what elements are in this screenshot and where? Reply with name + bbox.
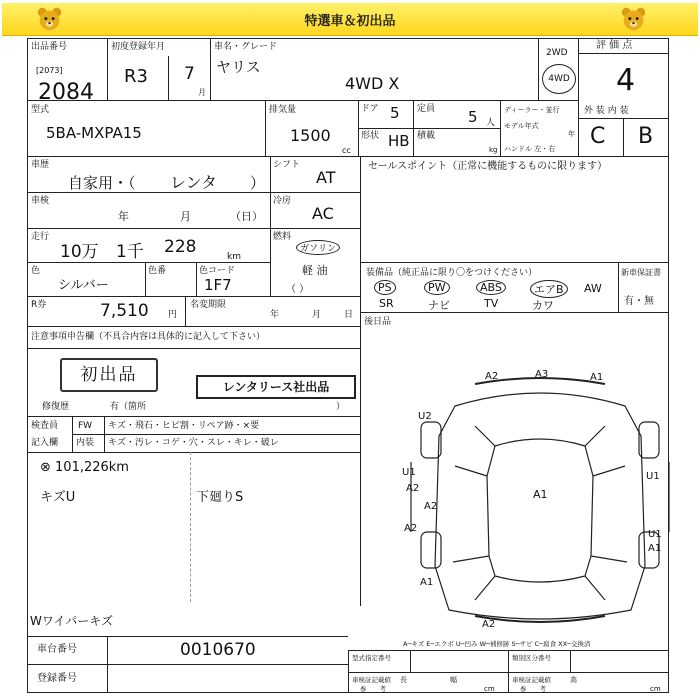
- repair-value: 有（箇所: [110, 402, 147, 412]
- inspection-label: 車検: [31, 196, 50, 206]
- color-name-label: 色番: [148, 266, 167, 276]
- disp-unit: cc: [342, 146, 351, 155]
- score-value: 4: [616, 63, 636, 98]
- bear-mascot-icon: [620, 6, 647, 33]
- damage-mark-a1: A1: [590, 372, 604, 383]
- shape-label: 形状: [361, 131, 380, 141]
- color-label: 色: [31, 266, 41, 276]
- int-value: B: [638, 124, 654, 149]
- inspection-year: 年: [118, 210, 129, 223]
- warranty-label: 新車保証書: [621, 268, 661, 277]
- namechange-label: 名変期限: [190, 300, 227, 310]
- inspection-month: 月: [180, 210, 191, 223]
- ac-value: AC: [312, 204, 334, 223]
- bottom-r3a: 参 考: [360, 685, 386, 693]
- dealer-handle: ハンドル 左・右: [504, 145, 556, 153]
- capacity-value: 5: [468, 108, 478, 126]
- history-label: 車歴: [31, 160, 50, 170]
- repair-close: ）: [336, 402, 346, 412]
- capacity-unit: 人: [486, 118, 496, 128]
- bottom-r1a: 型式指定番号: [352, 654, 391, 662]
- equip-navi: ナビ: [428, 299, 450, 312]
- bottom-cm: cm: [650, 685, 661, 693]
- damage-mark-a1: A1: [648, 543, 662, 554]
- color-code-label: 色コード: [199, 266, 236, 276]
- fw-label: FW: [78, 421, 93, 431]
- interior-label: 内装: [76, 438, 95, 448]
- bottom-cm: cm: [484, 685, 495, 693]
- damage-mark-u2: U2: [418, 411, 432, 422]
- lot-number: 2084: [38, 80, 94, 105]
- fuel-other: （ ）: [286, 284, 310, 295]
- inspection-day: （日）: [230, 210, 263, 223]
- rental-lease-stamp: レンタリース社出品: [196, 375, 356, 399]
- dealer-year-label: モデル年式: [504, 122, 539, 130]
- bottom-r2b: 車検証記載値: [512, 676, 551, 684]
- shift-value: AT: [316, 168, 336, 187]
- damage-mark-u1: U1: [648, 529, 662, 540]
- equip-abs: ABS: [476, 280, 506, 295]
- score-label: 評 価 点: [596, 40, 633, 51]
- doors-value: 5: [390, 104, 400, 122]
- capacity-label: 定員: [417, 104, 436, 114]
- equip-ps: PS: [374, 280, 396, 295]
- repair-label: 修復歴: [42, 402, 70, 412]
- namechange-month: 月: [312, 310, 322, 320]
- car-outline: [435, 393, 645, 619]
- history-value: 自家用・（: [68, 174, 136, 192]
- recycle-label: R券: [31, 300, 47, 310]
- history-rent: レンタ: [170, 173, 217, 192]
- car-roof: [487, 439, 593, 582]
- damage-mark-a1: A1: [420, 577, 434, 588]
- chassis-value: 0010670: [180, 640, 256, 660]
- header-title: 特選車＆初出品: [304, 14, 396, 29]
- damage-mark-u1: U1: [402, 467, 416, 478]
- mileage-unit: km: [227, 252, 241, 262]
- mileage-c: 228: [164, 237, 197, 257]
- dealer-label: ディーラー・並行: [504, 106, 560, 114]
- note-underbody: 下廻りS: [196, 490, 244, 505]
- header-banner: [2, 3, 698, 36]
- reg-month-suffix: 月: [198, 88, 206, 97]
- damage-mark-a2: A2: [424, 501, 438, 512]
- equip-leather: カワ: [532, 299, 554, 312]
- note-scratch: キズU: [40, 490, 76, 505]
- fuel-diesel: 軽 油: [302, 264, 328, 277]
- bottom-width: 幅: [450, 676, 457, 684]
- color-value: シルバー: [58, 278, 109, 293]
- first-listing-stamp: 初出品: [60, 358, 158, 392]
- lot-small: [2073]: [36, 66, 63, 75]
- inspector-label1: 検査員: [31, 421, 59, 431]
- chassis-label: 車台番号: [37, 644, 77, 655]
- bottom-r2a: 車検証記載値: [352, 676, 391, 684]
- shift-label: シフト: [273, 160, 301, 170]
- note-mileage: ⊗ 101,226km: [40, 460, 129, 475]
- fuel-gasoline: ガソリン: [296, 240, 340, 255]
- shape-value: HB: [388, 132, 410, 150]
- notice-label: 注意事項申告欄（不具合内容は具体的に記入して下さい）: [31, 332, 266, 342]
- damage-mark-a2: A2: [482, 619, 496, 630]
- reg-label: 初度登録年月: [111, 42, 166, 52]
- fuel-label: 燃料: [273, 232, 292, 242]
- disp-label: 排気量: [269, 105, 297, 115]
- car-label: 車名・グレード: [214, 42, 278, 52]
- damage-legend: A─キズ E─エクボ U─凹み W─補修跡 S─サビ C─腐食 XX─交換済: [403, 640, 591, 648]
- note-wiper: Wワイパーキズ: [30, 614, 114, 628]
- warranty-value: 有・無: [624, 296, 654, 307]
- dealer-year-unit: 年: [568, 130, 575, 138]
- car-grade: 4WD X: [345, 74, 400, 93]
- registration-label: 登録番号: [37, 673, 77, 684]
- damage-mark-a2: A2: [406, 483, 420, 494]
- namechange-day: 日: [344, 310, 354, 320]
- damage-mark-a2: A2: [485, 371, 499, 382]
- drive-label: 2WD: [546, 48, 568, 58]
- bottom-height: 高: [570, 676, 577, 684]
- disp-value: 1500: [290, 126, 331, 145]
- rear-label: 後日品: [364, 317, 392, 327]
- load-unit: kg: [489, 146, 498, 154]
- reg-month: 7: [184, 64, 195, 84]
- lot-label: 出品番号: [31, 42, 68, 52]
- car-name: ヤリス: [216, 58, 261, 76]
- inspector-label2: 記入欄: [31, 438, 59, 448]
- equip-aw: AW: [584, 282, 602, 295]
- doors-label: ドア: [361, 104, 379, 114]
- sales-label: セールスポイント（正常に機能するものに限ります）: [368, 161, 608, 172]
- damage-mark-a2: A2: [404, 523, 418, 534]
- model-value: 5BA-MXPA15: [46, 124, 142, 142]
- damage-mark-a3: A3: [535, 369, 549, 380]
- drive-circle: 4WD: [542, 64, 576, 94]
- recycle-value: 7,510: [100, 301, 149, 321]
- equip-airbag: エアB: [530, 280, 568, 298]
- equip-pw: PW: [424, 280, 450, 295]
- mileage-b: 1千: [116, 242, 144, 262]
- color-code: 1F7: [204, 276, 232, 294]
- mileage-a: 10万: [60, 242, 99, 262]
- interior-text: キズ・汚レ・コゲ・穴・スレ・キレ・破レ: [108, 438, 279, 448]
- damage-mark-a1: A1: [533, 488, 548, 501]
- mileage-label: 走行: [31, 232, 50, 242]
- fw-text: キズ・飛石・ヒビ割・リペア跡・×要: [108, 421, 260, 431]
- extint-label: 外 装 内 装: [584, 106, 629, 116]
- bottom-r1b: 類別区分番号: [512, 654, 551, 662]
- reg-era: R3: [124, 66, 148, 87]
- bottom-r3b: 参 考: [520, 685, 546, 693]
- namechange-year: 年: [270, 310, 280, 320]
- ext-value: C: [590, 124, 606, 149]
- damage-mark-u1: U1: [646, 471, 660, 482]
- history-close: ）: [250, 174, 266, 192]
- recycle-unit: 円: [168, 310, 178, 320]
- equip-sr: SR: [379, 297, 394, 310]
- load-label: 積載: [417, 131, 436, 141]
- ac-label: 冷房: [273, 196, 292, 206]
- model-label: 型式: [31, 105, 50, 115]
- equip-label: 装備品（純正品に限り〇をつけください）: [366, 268, 538, 278]
- bottom-length: 長: [400, 676, 407, 684]
- equip-tv: TV: [484, 297, 499, 310]
